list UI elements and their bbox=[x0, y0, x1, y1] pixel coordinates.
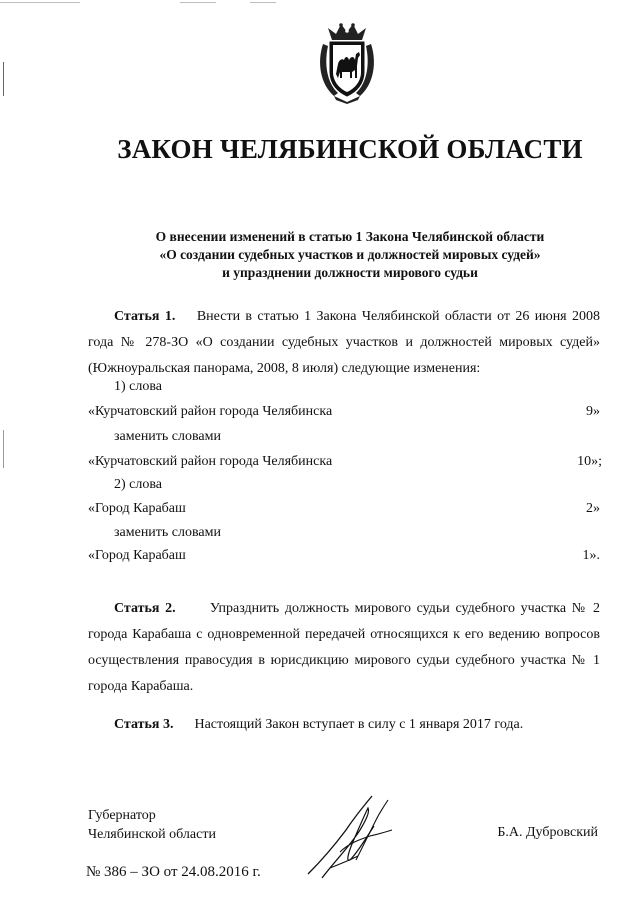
registration-number: № 386 – ЗО от 24.08.2016 г. bbox=[86, 864, 261, 880]
item-1-old-num: 9» bbox=[586, 404, 600, 419]
scan-artifact-left bbox=[3, 62, 4, 96]
signatory-name: Б.А. Дубровский bbox=[497, 825, 598, 840]
item-1-old-text: «Курчатовский район города Челябинска bbox=[88, 404, 333, 419]
subtitle-line: и упразднении должности мирового судьи bbox=[222, 265, 478, 280]
law-subtitle bbox=[0, 228, 640, 282]
handwritten-signature bbox=[300, 790, 400, 882]
article-2-paragraph bbox=[88, 596, 600, 700]
item-2-old-num: 2» bbox=[586, 501, 600, 516]
item-2-replace: заменить словами bbox=[114, 525, 221, 540]
position-line: Челябинской области bbox=[88, 827, 216, 842]
position-line: Губернатор bbox=[88, 808, 156, 823]
article-2-label: Статья 2. bbox=[114, 601, 176, 616]
article-3-label: Статья 3. bbox=[114, 717, 174, 732]
article-1-text: Внести в статью 1 Закона Челябинской области от 26 июня 2008 года № 278-ЗО «О создании судебных участков и должностей мировых судей» (Южноуральская панорама, 2008, 8 июля) следующие изменения: bbox=[88, 309, 600, 376]
signatory-position bbox=[88, 806, 216, 844]
item-1-replace: заменить словами bbox=[114, 429, 221, 444]
item-1-new-num: 10»; bbox=[577, 454, 602, 469]
item-1-new-text: «Курчатовский район города Челябинска bbox=[88, 454, 333, 469]
article-1-label: Статья 1. bbox=[114, 309, 176, 324]
item-1-label: 1) слова bbox=[114, 379, 163, 394]
article-1-paragraph bbox=[88, 304, 600, 382]
chelyabinsk-coat-of-arms-icon bbox=[314, 22, 380, 104]
subtitle-line: О внесении изменений в статью 1 Закона Челябинской области bbox=[155, 229, 545, 244]
scan-artifact-left bbox=[3, 430, 4, 468]
article-2-text: Упразднить должность мирового судьи судебного участка № 2 города Карабаша с одновременной передачей относящихся к его ведению вопросов осуществления правосудия в юрисдикцию мирового судьи судебного участка № 1 города Карабаша. bbox=[88, 601, 601, 694]
scan-artifact-top bbox=[0, 2, 80, 3]
subtitle-line: «О создании судебных участков и должностей мировых судей» bbox=[159, 247, 541, 262]
page-title: ЗАКОН ЧЕЛЯБИНСКОЙ ОБЛАСТИ bbox=[117, 134, 583, 164]
article-3-paragraph bbox=[88, 712, 600, 738]
item-2-label: 2) слова bbox=[114, 477, 163, 492]
item-2-old-text: «Город Карабаш bbox=[88, 501, 186, 516]
item-2-new-num: 1». bbox=[582, 548, 600, 563]
item-2-new-text: «Город Карабаш bbox=[88, 548, 186, 563]
article-3-text: Настоящий Закон вступает в силу с 1 января 2017 года. bbox=[194, 717, 524, 732]
scan-artifact-top bbox=[250, 2, 276, 3]
scan-artifact-top bbox=[180, 2, 216, 3]
